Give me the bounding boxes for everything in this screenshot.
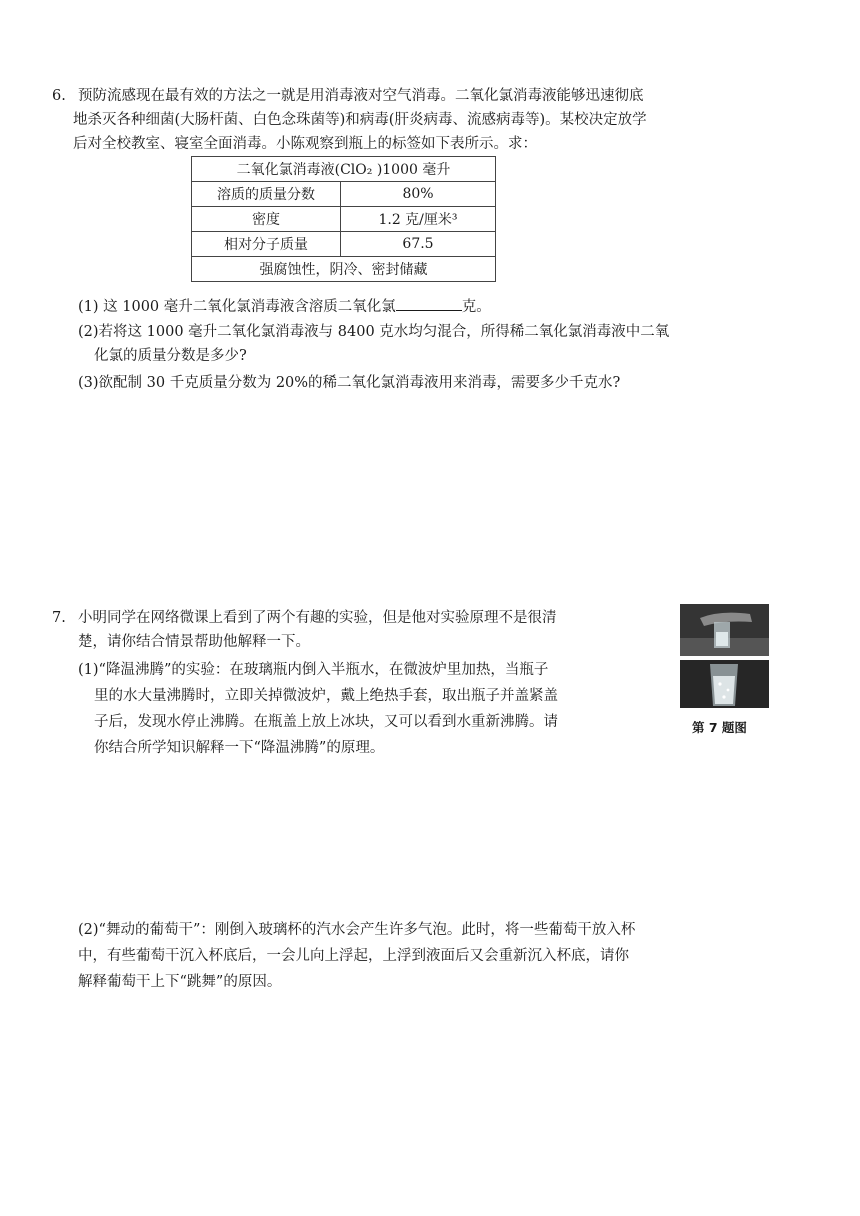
answer-blank[interactable]	[396, 296, 462, 311]
figure-caption: 第 7 题图	[692, 720, 747, 735]
question-7-sub-1-line-1: (1)“降温沸腾”的实验：在玻璃瓶内倒入半瓶水，在微波炉里加热，当瓶子	[78, 662, 549, 678]
question-6-number: 6.	[52, 88, 66, 104]
table-row	[192, 232, 496, 257]
table-row	[192, 157, 496, 182]
sub-1-text: (1) 这 1000 毫升二氧化氯消毒液含溶质二氧化氯	[78, 299, 396, 315]
table-row	[192, 207, 496, 232]
experiment-photo-top	[680, 604, 769, 656]
question-6-sub-1	[78, 296, 491, 317]
table-cell-value: 67.5	[341, 232, 496, 257]
question-6-sub-3: (3)欲配制 30 千克质量分数为 20%的稀二氧化氯消毒液用来消毒，需要多少千克水?	[78, 375, 621, 391]
disinfectant-label-table	[191, 156, 496, 282]
question-6-text-line-1: 预防流感现在最有效的方法之一就是用消毒液对空气消毒。二氧化氯消毒液能够迅速彻底	[78, 88, 644, 104]
experiment-photo-bottom	[680, 660, 769, 708]
table-cell-value: 1.2 克/厘米³	[341, 207, 496, 232]
table-row	[192, 182, 496, 207]
question-7-sub-1-line-2: 里的水大量沸腾时，立即关掉微波炉，戴上绝热手套，取出瓶子并盖紧盖	[94, 688, 558, 704]
bottle-heating-illustration	[680, 604, 769, 656]
question-7-intro-line-1: 小明同学在网络微课上看到了两个有趣的实验，但是他对实验原理不是很清	[78, 610, 557, 626]
question-6-text-line-3: 后对全校教室、寝室全面消毒。小陈观察到瓶上的标签如下表所示。求：	[73, 136, 537, 152]
question-6-text-line-2: 地杀灭各种细菌(大肠杆菌、白色念珠菌等)和病毒(肝炎病毒、流感病毒等)。某校决定放学	[73, 112, 647, 128]
table-cell-label: 溶质的质量分数	[192, 182, 341, 207]
question-7-sub-2-line-1: (2)“舞动的葡萄干”：刚倒入玻璃杯的汽水会产生许多气泡。此时，将一些葡萄干放入杯	[78, 922, 636, 938]
question-6-sub-2-line-1: (2)若将这 1000 毫升二氧化氯消毒液与 8400 克水均匀混合，所得稀二氧化氯消毒液中二氧	[78, 324, 670, 340]
label-header: 二氧化氯消毒液(ClO₂ )1000 毫升	[192, 157, 496, 182]
table-cell-label: 相对分子质量	[192, 232, 341, 257]
question-7-intro-line-2: 楚，请你结合情景帮助他解释一下。	[78, 634, 310, 650]
question-7-sub-1-line-4: 你结合所学知识解释一下“降温沸腾”的原理。	[94, 740, 385, 756]
question-7-sub-2-line-2: 中，有些葡萄干沉入杯底后，一会儿向上浮起，上浮到液面后又会重新沉入杯底，请你	[78, 948, 629, 964]
question-6-sub-2-line-2: 化氯的质量分数是多少?	[94, 348, 247, 364]
table-cell-value: 80%	[341, 182, 496, 207]
table-row	[192, 257, 496, 282]
question-7-number: 7.	[52, 610, 66, 626]
question-7-sub-2-line-3: 解释葡萄干上下“跳舞”的原因。	[78, 974, 282, 990]
table-cell-label: 密度	[192, 207, 341, 232]
question-7-sub-1-line-3: 子后，发现水停止沸腾。在瓶盖上放上冰块，又可以看到水重新沸腾。请	[94, 714, 558, 730]
sub-1-unit: 克。	[461, 299, 491, 315]
label-footer: 强腐蚀性，阴冷、密封储藏	[192, 257, 496, 282]
glass-illustration	[680, 660, 769, 708]
